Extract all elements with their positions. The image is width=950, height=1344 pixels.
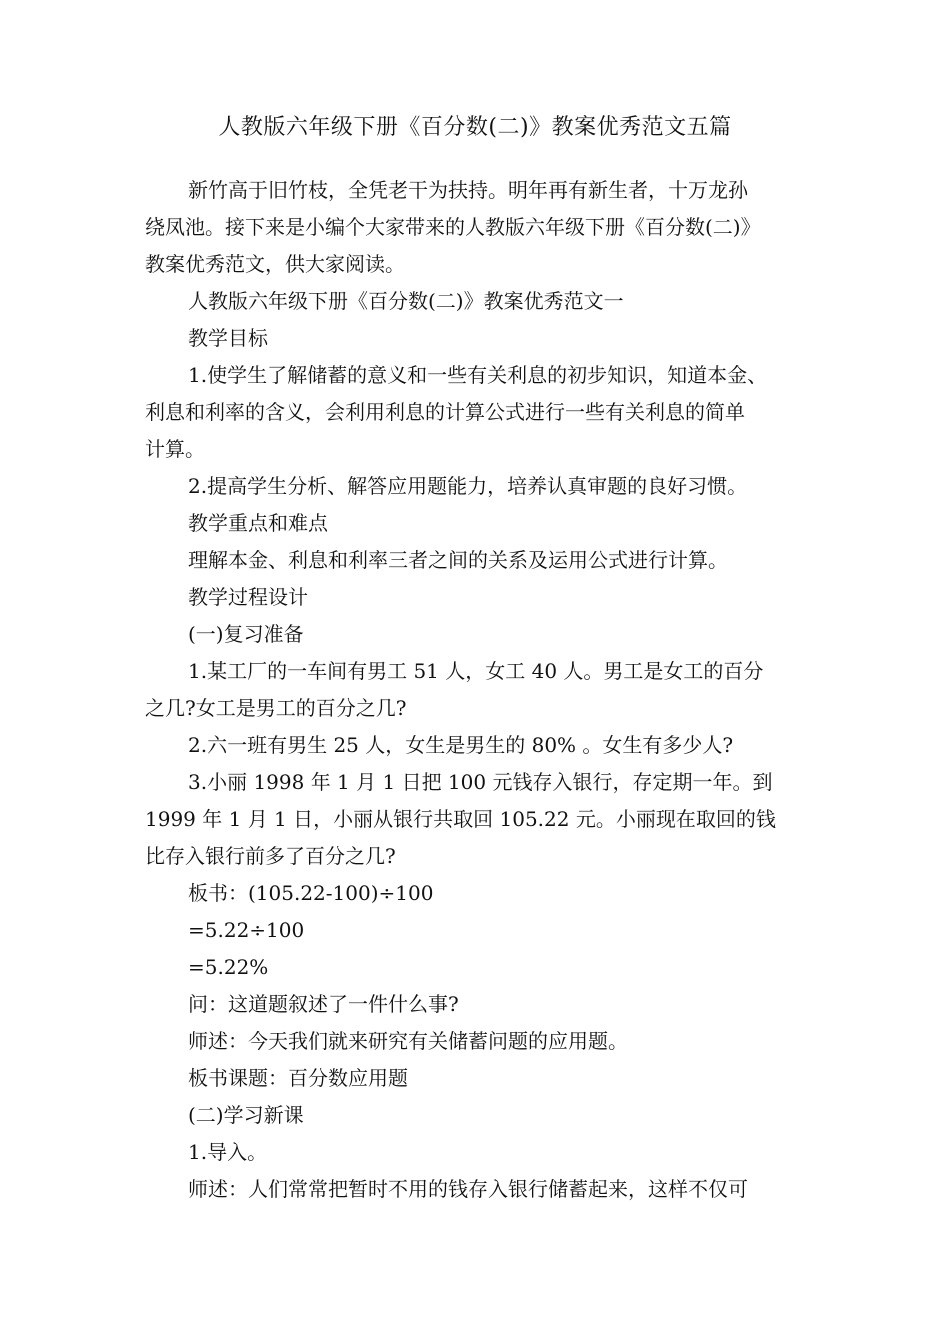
paragraph-line: 1.某工厂的一车间有男工 51 人，女工 40 人。男工是女工的百分 [188,659,764,683]
paragraph-line: 板书课题：百分数应用题 [188,1066,408,1090]
paragraph-line: 之几?女工是男工的百分之几? [145,696,407,720]
paragraph-line: 1.使学生了解储蓄的意义和一些有关利息的初步知识，知道本金、 [188,363,768,387]
paragraph-line: 比存入银行前多了百分之几? [145,844,396,868]
subheading: 教学过程设计 [188,585,308,609]
paragraph-line: =5.22% [188,955,269,979]
document-title: 人教版六年级下册《百分数(二)》教案优秀范文五篇 [218,115,732,140]
subheading: 教学重点和难点 [188,511,328,535]
paragraph-line: 师述：今天我们就来研究有关储蓄问题的应用题。 [188,1029,628,1053]
paragraph-line: 计算。 [145,437,205,461]
paragraph-line: 理解本金、利息和利率三者之间的关系及运用公式进行计算。 [188,548,728,572]
section-heading: 人教版六年级下册《百分数(二)》教案优秀范文一 [188,289,624,313]
paragraph-line: 问：这道题叙述了一件什么事? [188,992,459,1016]
paragraph-line: 2.提高学生分析、解答应用题能力，培养认真审题的良好习惯。 [188,474,748,498]
paragraph-line: 1.导入。 [188,1140,268,1164]
paragraph-line: 新竹高于旧竹枝，全凭老干为扶持。明年再有新生者，十万龙孙 [188,178,748,202]
paragraph-line: 1999 年 1 月 1 日，小丽从银行共取回 105.22 元。小丽现在取回的钱 [145,807,776,831]
subheading: (二)学习新课 [188,1103,304,1127]
paragraph-line: 板书：(105.22-100)÷100 [188,881,434,905]
paragraph-line: 3.小丽 1998 年 1 月 1 日把 100 元钱存入银行，存定期一年。到 [188,770,773,794]
paragraph-line: 2.六一班有男生 25 人，女生是男生的 80% 。女生有多少人? [188,733,734,757]
paragraph-line: 绕凤池。接下来是小编个大家带来的人教版六年级下册《百分数(二)》 [145,215,761,239]
subheading: 教学目标 [188,326,268,350]
paragraph-line: 师述：人们常常把暂时不用的钱存入银行储蓄起来，这样不仅可 [188,1177,748,1201]
subheading: (一)复习准备 [188,622,304,646]
paragraph-line: 教案优秀范文，供大家阅读。 [145,252,405,276]
paragraph-line: =5.22÷100 [188,918,305,942]
paragraph-line: 利息和利率的含义，会利用利息的计算公式进行一些有关利息的简单 [145,400,745,424]
